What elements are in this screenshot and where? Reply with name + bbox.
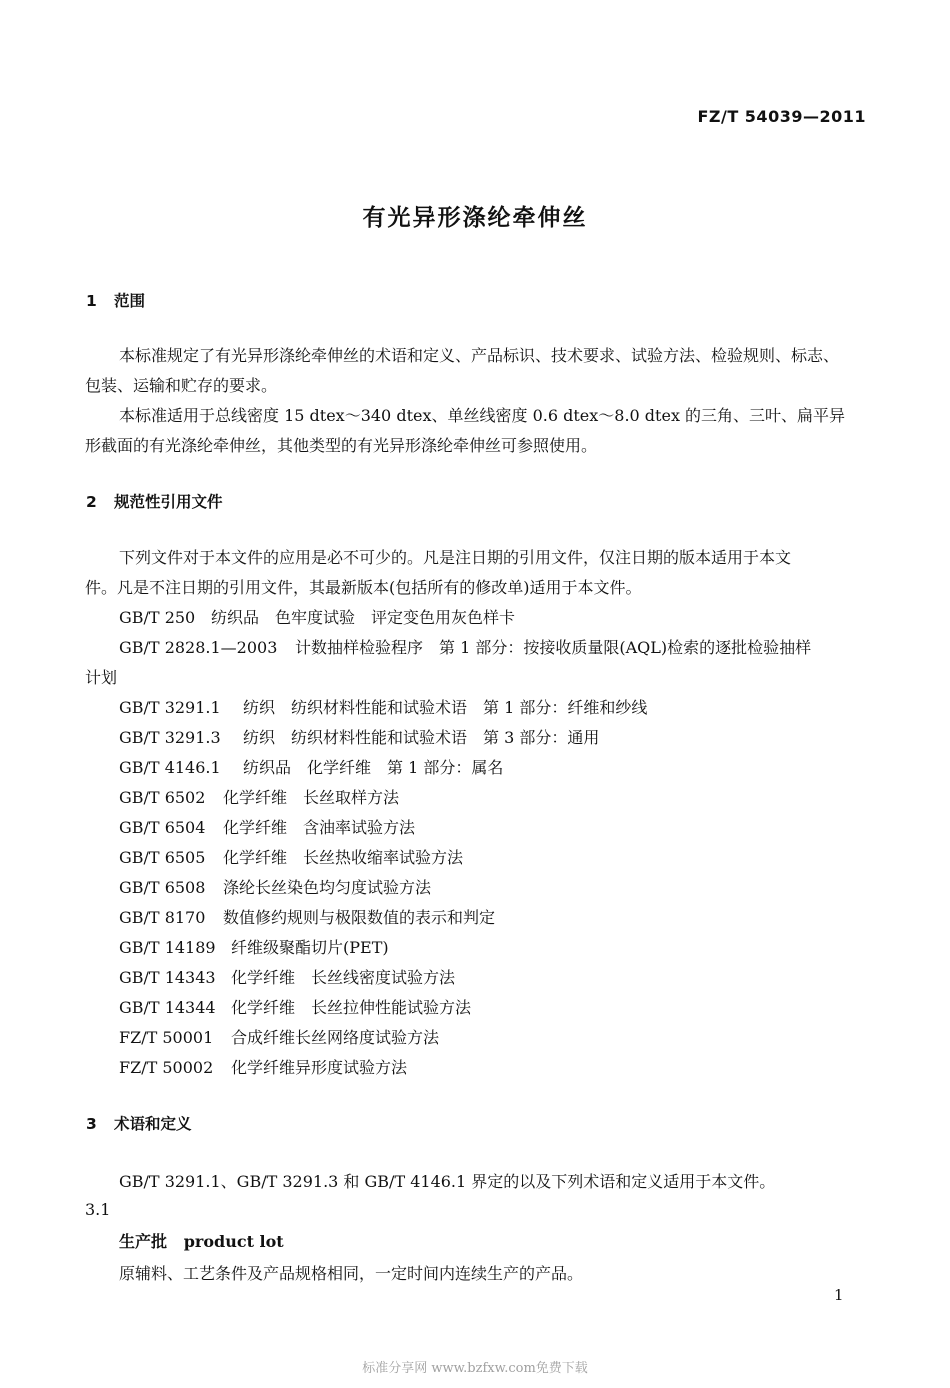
reference-item: [119, 845, 463, 868]
reference-title: 化学纤维 含油率试验方法: [223, 818, 416, 837]
section-title: 规范性引用文件: [114, 493, 223, 511]
reference-title: 计数抽样检验程序 第 1 部分：按接收质量限(AQL)检索的逐批检验抽样: [295, 638, 812, 657]
reference-title: 合成纤维长丝网络度试验方法: [231, 1028, 440, 1047]
reference-title: 化学纤维 长丝线密度试验方法: [231, 968, 456, 987]
section-title: 范围: [114, 292, 146, 310]
section-1-heading: [86, 289, 145, 311]
reference-item: [119, 935, 389, 958]
reference-code: GB/T 14189: [119, 938, 216, 957]
reference-code: GB/T 6505: [119, 848, 206, 867]
reference-title: 化学纤维 长丝热收缩率试验方法: [223, 848, 464, 867]
reference-item: [119, 965, 455, 988]
reference-code: GB/T 8170: [119, 908, 206, 927]
reference-item: [119, 695, 647, 718]
reference-code: GB/T 4146.1: [119, 758, 221, 777]
reference-code: GB/T 2828.1—2003: [119, 638, 278, 657]
section-2-heading: [86, 490, 223, 512]
reference-title: 化学纤维 长丝拉伸性能试验方法: [231, 998, 472, 1017]
section-number: 1: [86, 292, 97, 310]
reference-code: GB/T 6508: [119, 878, 206, 897]
reference-title: 纺织 纺织材料性能和试验术语 第 3 部分：通用: [243, 728, 600, 747]
paragraph-line: 件。凡是不注日期的引用文件，其最新版本(包括所有的修改单)适用于本文件。: [85, 578, 642, 597]
reference-item: [119, 785, 399, 808]
reference-code: GB/T 14344: [119, 998, 216, 1017]
paragraph-line: 本标准适用于总线密度 15 dtex～340 dtex、单丝线密度 0.6 dtex～8.0 dtex 的三角、三叶、扁平异: [119, 406, 846, 425]
reference-code: GB/T 3291.1: [119, 698, 221, 717]
page-number: 1: [834, 1286, 844, 1304]
reference-item: [119, 1025, 439, 1048]
reference-code: GB/T 6502: [119, 788, 206, 807]
reference-code: GB/T 6504: [119, 818, 206, 837]
section-number: 3: [86, 1115, 97, 1133]
section-title: 术语和定义: [114, 1115, 192, 1133]
reference-code: GB/T 250: [119, 608, 196, 627]
reference-title: 涤纶长丝染色均匀度试验方法: [223, 878, 432, 897]
document-title: 有光异形涤纶牵伸丝: [362, 205, 588, 231]
reference-item: [119, 875, 431, 898]
paragraph-line: 下列文件对于本文件的应用是必不可少的。凡是注日期的引用文件，仅注日期的版本适用于本文: [119, 548, 792, 567]
reference-code: GB/T 3291.3: [119, 728, 221, 747]
reference-title: 数值修约规则与极限数值的表示和判定: [223, 908, 496, 927]
term-en: product lot: [183, 1232, 284, 1251]
term-cn: 生产批: [119, 1232, 168, 1251]
reference-title: 化学纤维 长丝取样方法: [223, 788, 400, 807]
section-number: 2: [86, 493, 97, 511]
reference-item: [119, 725, 599, 748]
reference-item: [119, 605, 515, 628]
term-heading: [119, 1229, 284, 1252]
reference-item: [119, 635, 811, 658]
reference-title: 纤维级聚酯切片(PET): [231, 938, 389, 957]
paragraph-line: 本标准规定了有光异形涤纶牵伸丝的术语和定义、产品标识、技术要求、试验方法、检验规则、标志、: [119, 346, 840, 365]
term-definition: 原辅料、工艺条件及产品规格相同，一定时间内连续生产的产品。: [119, 1264, 584, 1283]
paragraph-line: GB/T 3291.1、GB/T 3291.3 和 GB/T 4146.1 界定的以及下列术语和定义适用于本文件。: [119, 1172, 776, 1191]
standard-code: FZ/T 54039—2011: [697, 107, 866, 126]
reference-title: 纺织品 色牢度试验 评定变色用灰色样卡: [211, 608, 516, 627]
reference-item: [119, 1055, 407, 1078]
reference-code: GB/T 14343: [119, 968, 216, 987]
reference-item: [119, 755, 503, 778]
reference-title: 纺织 纺织材料性能和试验术语 第 1 部分：纤维和纱线: [243, 698, 648, 717]
paragraph-line: 形截面的有光涤纶牵伸丝，其他类型的有光异形涤纶牵伸丝可参照使用。: [85, 436, 598, 455]
paragraph-line: 包装、运输和贮存的要求。: [85, 376, 278, 395]
section-3-heading: [86, 1112, 192, 1134]
reference-continuation: 计划: [85, 668, 118, 687]
reference-item: [119, 815, 415, 838]
footer-watermark: 标准分享网 www.bzfxw.com免费下载: [362, 1361, 588, 1376]
reference-item: [119, 995, 471, 1018]
reference-item: [119, 905, 495, 928]
reference-title: 纺织品 化学纤维 第 1 部分：属名: [243, 758, 504, 777]
reference-title: 化学纤维异形度试验方法: [231, 1058, 408, 1077]
term-number: 3.1: [85, 1200, 111, 1219]
reference-code: FZ/T 50001: [119, 1028, 214, 1047]
reference-code: FZ/T 50002: [119, 1058, 214, 1077]
